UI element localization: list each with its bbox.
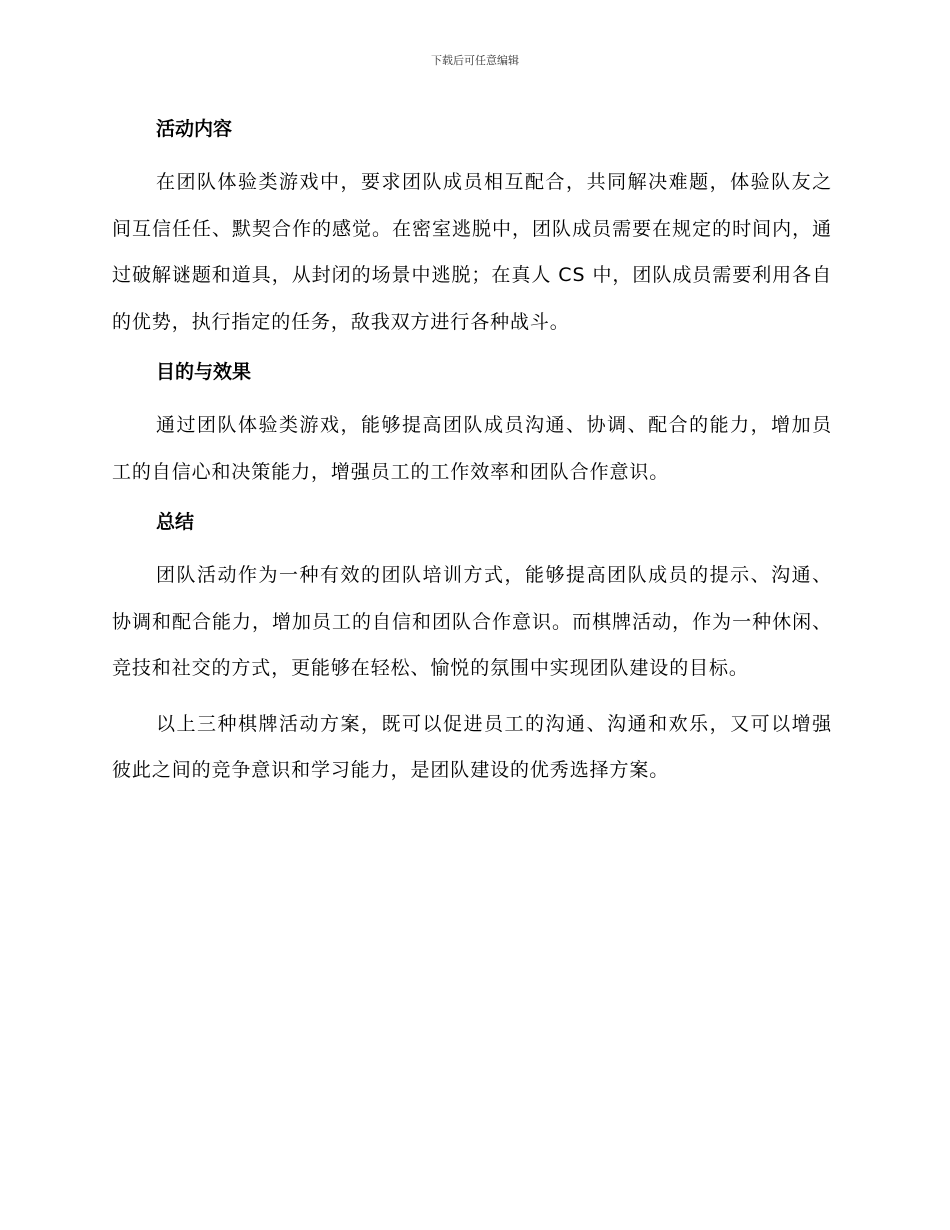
paragraph-summary-1: 团队活动作为一种有效的团队培训方式，能够提高团队成员的提示、沟通、协调和配合能力，增加员工的自信和团队合作意识。而棋牌活动，作为一种休闲、竞技和社交的方式，更能够在轻松、愉悦的氛围中实现团队建设的目标。 [112, 564, 832, 679]
section-heading-activity-content: 活动内容 [156, 118, 233, 140]
paragraph-summary-2: 以上三种棋牌活动方案，既可以促进员工的沟通、沟通和欢乐，又可以增强彼此之间的竞争意识和学习能力，是团队建设的优秀选择方案。 [112, 712, 832, 781]
paragraph-purpose-effect: 通过团队体验类游戏，能够提高团队成员沟通、协调、配合的能力，增加员工的自信心和决策能力，增强员工的工作效率和团队合作意识。 [112, 414, 832, 483]
section-heading-summary: 总结 [156, 511, 195, 533]
paragraph-activity-content: 在团队体验类游戏中，要求团队成员相互配合，共同解决难题，体验队友之间互信任任、默契合作的感觉。在密室逃脱中，团队成员需要在规定的时间内，通过破解谜题和道具，从封闭的场景中逃脱；在真人 CS 中，团队成员需要利用各自的优势，执行指定的任务，敌我双方进行各种战斗。 [112, 171, 832, 333]
section-heading-purpose-effect: 目的与效果 [156, 361, 252, 383]
document-body [112, 111, 832, 794]
page-header-note: 下载后可任意编辑 [431, 54, 519, 67]
